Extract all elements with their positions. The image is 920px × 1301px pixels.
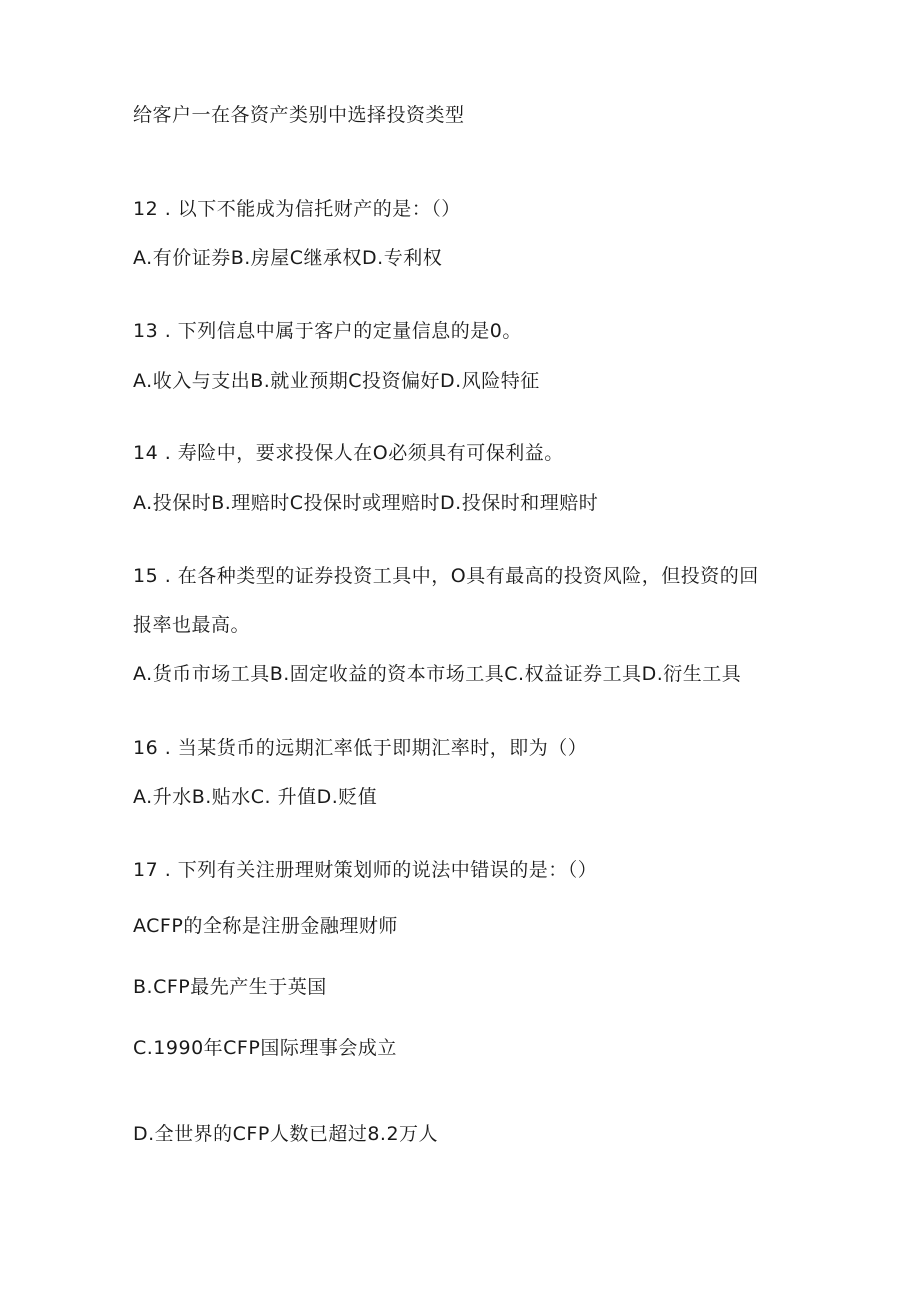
- question-16: 16 . 当某货币的远期汇率低于即期汇率时，即为（）: [133, 737, 588, 759]
- question-12: 12 . 以下不能成为信托财产的是：（）: [133, 198, 461, 220]
- question-14: 14 . 寿险中，要求投保人在O必须具有可保利益。: [133, 442, 564, 464]
- question-14-options: A.投保时B.理赔时C投保时或理赔时D.投保时和理赔时: [133, 492, 599, 514]
- question-17-option-d: D.全世界的CFP人数已超过8.2万人: [133, 1123, 439, 1145]
- question-17-option-a: ACFP的全称是注册金融理财师: [133, 915, 398, 937]
- question-15-options: A.货币市场工具B.固定收益的资本市场工具C.权益证券工具D.衍生工具: [133, 663, 742, 685]
- question-17: 17 . 下列有关注册理财策划师的说法中错误的是：（）: [133, 859, 598, 881]
- question-17-option-b: B.CFP最先产生于英国: [133, 976, 327, 998]
- question-13: 13 . 下列信息中属于客户的定量信息的是0。: [133, 320, 522, 342]
- question-15-line-2: 报率也最高。: [133, 614, 251, 636]
- question-16-options: A.升水B.贴水C. 升值D.贬值: [133, 786, 378, 808]
- question-12-options: A.有价证券B.房屋C继承权D.专利权: [133, 247, 443, 269]
- question-15-line-1: 15 . 在各种类型的证券投资工具中，O具有最高的投资风险，但投资的回: [133, 565, 759, 587]
- text-line-intro: 给客户一在各资产类别中选择投资类型: [133, 104, 465, 126]
- question-17-option-c: C.1990年CFP国际理事会成立: [133, 1037, 397, 1059]
- question-13-options: A.收入与支出B.就业预期C投资偏好D.风险特征: [133, 370, 540, 392]
